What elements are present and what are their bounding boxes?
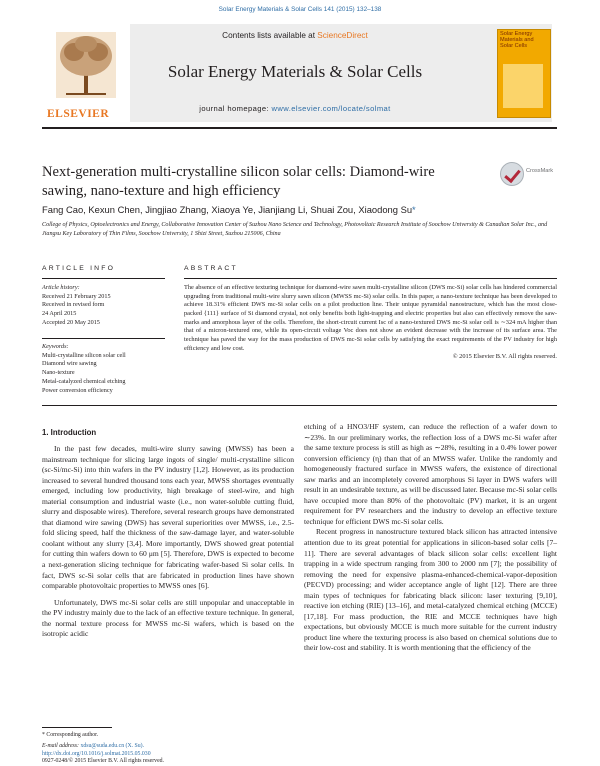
keyword-item: Power conversion efficiency — [42, 386, 113, 394]
keywords-label: Keywords: — [42, 343, 69, 350]
contents-prefix: Contents lists available at — [222, 31, 318, 40]
crossmark-label[interactable]: CrossMark — [526, 168, 554, 174]
journal-reference[interactable]: Solar Energy Materials & Solar Cells 141 (2015) 132–138 — [218, 6, 382, 13]
sciencedirect-link[interactable]: ScienceDirect — [317, 31, 368, 40]
publisher-name: ELSEVIER — [47, 108, 110, 120]
abstract-bottom-rule — [42, 405, 557, 406]
homepage-prefix: journal homepage: — [199, 104, 272, 113]
abstract-rule — [184, 278, 557, 279]
affiliation: College of Physics, Optoelectronics and Energy, Collaborative Innovation Center of Suzhou Nano Science and Technology, Photovoltaic Research Institute of Soochow University & Canadian Solar Inc., and Jiangsu Key Laboratory of Thin Films, Soochow University, 1 Shizi Street, Suzhou 215006, China — [42, 222, 548, 237]
keyword-item: Metal-catalyzed chemical etching — [42, 377, 126, 385]
email-label: E-mail address: — [42, 743, 81, 749]
article-title: Next-generation multi-crystalline silicon solar cells: Diamond-wire sawing, nano-texture and high efficiency — [42, 164, 435, 199]
keyword-item: Nano-texture — [42, 369, 75, 377]
corresponding-author-note: * Corresponding author. — [42, 732, 99, 738]
history-item: 24 April 2015 — [42, 310, 77, 318]
body-column-right — [304, 422, 557, 654]
tree-logo-icon — [42, 24, 130, 106]
article-history — [42, 284, 165, 328]
journal-homepage — [130, 104, 460, 113]
article-info-rule — [42, 278, 165, 279]
article-info-heading: ARTICLE INFO — [42, 265, 116, 272]
history-label: Article history: — [42, 284, 80, 291]
author-email-line — [42, 743, 164, 751]
history-item: Received in revised form — [42, 301, 105, 309]
abstract-heading: ABSTRACT — [184, 265, 238, 272]
author-names: Fang Cao, Kexun Chen, Jingjiao Zhang, Xiaoya Ye, Jianjiang Li, Shuai Zou, Xiaodong Su — [42, 204, 413, 215]
homepage-link[interactable]: www.elsevier.com/locate/solmat — [271, 104, 391, 113]
info-divider — [42, 338, 165, 339]
body-paragraph: etching of a HNO3/HF system, can reduce the reflection of a wafer down to ∼23%. In our preliminary works, the reflection loss of a DWS mc-Si wafer after the same texture process is still as high as ∼28%, resulting in a 0.4% lower power conversion efficiency (η) than that of an MWSS wafer. Unlike the randomly and homogeneously fractured surface in MWSS wafers, the existence of directional saw marks and an incompletely covered amorphous Si layer in DWS wafers will result in an undesirable texture, as will be discussed later. Because mc-Si solar cells have occupied more than 80% of the photovoltaic (PV) market, it is an urgent requirement for PV researchers and the industry to develop an effective texture technique for efficient DWS mc-Si solar cells. — [304, 422, 557, 526]
history-item: Received 21 February 2015 — [42, 292, 111, 300]
crossmark-icon[interactable] — [500, 162, 524, 186]
issn-line: 0927-0248/© 2015 Elsevier B.V. All rights reserved. — [42, 758, 164, 765]
body-paragraph: Recent progress in nanostructure textured black silicon has attracted intensive attention due to its great potential for applications in silicon-based solar cells [7–11]. There are several advantages of black silicon solar cells: excellent light trapping in a wide spectrum ranging from 300 to 2000 nm [7]; the possibility of removing the need for expensive plasma-enhanced-chemical-vapor-deposition (PECVD) processing; and wider acceptance angle of light [12]. There are three main types of techniques for fabricating black silicon: laser texturing [9,10], reactive ion etching (RIE) [13–16], and metal-catalyzed chemical etching (MCCE) [17,18]. For mass production, the RIE and MCCE techniques have high expectations, but obviously MCCE is much more suitable for the current industry product line where the texturing process is also based on chemical solutions due to their low-cost and stability. It is worth mentioning that the efficiency of the — [304, 527, 557, 653]
cover-image — [503, 64, 543, 108]
section-heading-introduction: 1. Introduction — [42, 428, 97, 437]
body-paragraph: Unfortunately, DWS mc-Si solar cells are still unpopular and unacceptable in the PV industry mainly due to the lack of an effective texture technique. In general, the normal texture process for MWSS mc-Si wafers, which is based on the isotropic acidic — [42, 597, 294, 639]
author-email-link[interactable]: xdsu@suda.edu.cn (X. Su). — [80, 743, 145, 749]
keyword-item: Diamond wire sawing — [42, 360, 97, 368]
author-list — [42, 204, 416, 215]
body-paragraph: In the past few decades, multi-wire slurry sawing (MWSS) has been a mainstream technique for slicing large ingots of single/ multi-crystalline silicon (sc-Si/mc-Si) into thin wafers in the PV industry [1,2]. However, as its production increased to several hundred thousand tons each year, MWSS shortages eventually emerged, including low productivity, high breakage of steel-wire, and high material consumption and industrial waste (i.e., non water-soluble cutting fluid, slurry and disposable wires). Therefore, several research groups have demonstrated that diamond wire sawing (DWS) has several superiorities over MWSS, i.e., 2.5-fold slicing speed, half the thickness of the saw-damage layer, and water-soluble coolant without any slurry [3,4]. More importantly, DWS showed great potential for cutting thin wafers down to 60 μm [5]. Therefore, DWS is expected to become a next-generation slicing technique for fabricating wafer-based Si solar cells. In fact, DWS sc-Si solar cells that are fabricated in production lines have shown comparable photovoltaic properties to MWSS ones [6]. — [42, 444, 294, 591]
header-rule — [42, 127, 557, 129]
footnote-rule — [42, 727, 112, 728]
journal-title: Solar Energy Materials & Solar Cells — [167, 62, 423, 81]
abstract-body — [184, 284, 557, 362]
corresponding-author-mark[interactable]: * — [412, 204, 416, 215]
abstract-text: The absence of an effective texturing technique for diamond-wire sawn multi-crystalline silicon (DWS mc-Si) solar cells has hindered commercial upgrading from traditional multi-wire slurry sawn silicon (MWSS mc-Si) solar cells. In this paper, a nano-texture technique has been developed to achieve 18.31% efficient DWS mc-Si solar cells on a pilot production line. Their unique pyramidal nanostructure, which has the most close-packed {111} surface of Si diamond crystal, not only benefits both light-trapping and electric properties but also can effectively remove the saw-marks and amorphous layer of the cells. Therefore, the short-circuit current Isc of a nano-textured DWS mc-Si solar cell is ∼324 mA higher than that of a micron-textured one, while its open-circuit voltage Voc does not show an evident decrease with the increase of its surface area. The technique has paved the way for the mass production of DWS mc-Si solar cells by satisfying the exact requirements of the PV industry for high efficiency and low cost. — [184, 284, 557, 352]
history-item: Accepted 20 May 2015 — [42, 318, 100, 326]
contents-line — [130, 31, 460, 40]
footnote — [42, 731, 98, 739]
copyright-line: © 2015 Elsevier B.V. All rights reserved. — [452, 353, 557, 361]
doi-block — [42, 743, 164, 766]
cover-title: Solar Energy Materials and Solar Cells — [500, 31, 534, 49]
body-column-left — [42, 444, 294, 640]
keyword-item: Multi-crystalline silicon solar cell — [42, 351, 126, 359]
doi-link[interactable]: http://dx.doi.org/10.1016/j.solmat.2015.05.030 — [42, 750, 151, 757]
keywords — [42, 343, 165, 395]
